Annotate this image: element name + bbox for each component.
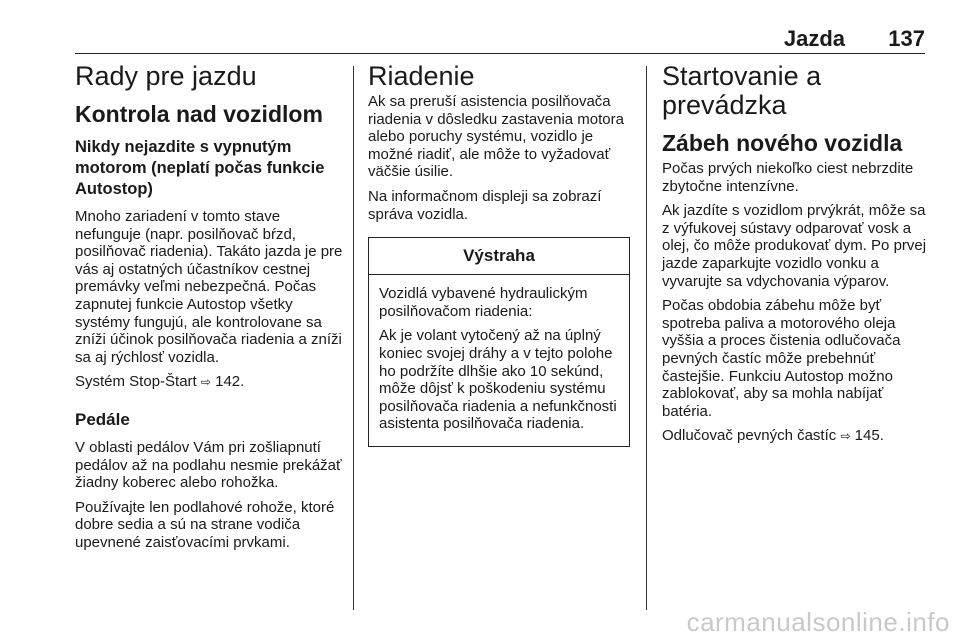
warning-paragraph: Ak je volant vytočený až na úplný koniec svojej dráhy a v tejto polohe ho podržíte dlhšie ako 10 sekúnd, môže dôjsť k poškodeniu systému posilňovača riadenia a nefunkčnosti asistenta posilňovača riadenia. [379, 327, 617, 433]
cross-reference [75, 373, 345, 392]
warning-paragraph: Vozidlá vybavené hydraulickým posilňovačom riadenia: [379, 285, 588, 320]
column-divider-1 [353, 66, 354, 610]
column-3 [662, 62, 930, 453]
page-number: 137 [888, 26, 925, 51]
paragraph: Ak sa preruší asistencia posilňovača riadenia v dôsledku zastavenia motora alebo poruchy systému, vozidlo je možné riadiť, ale môže to vyžadovať väčšie úsilie. [368, 93, 624, 181]
reference-page: 142. [215, 373, 245, 391]
watermark: carmanualsonline.info [686, 607, 950, 637]
paragraph: Ak jazdíte s vozidlom prvýkrát, môže sa z výfukovej sústavy odparovať vosk a olej, čo môže produkovať dym. Po prvej jazde zaparkujte vozidlo vonku a vyvarujte sa vdychovania výparov. [662, 202, 927, 290]
paragraph: V oblasti pedálov Vám pri zošliapnutí pedálov až na podlahu nesmie prekážať žiadny koberec alebo rohožka. [75, 438, 342, 492]
paragraph: Počas prvých niekoľko ciest nebrzdite zbytočne intenzívne. [662, 160, 914, 195]
chapter-title: Rady pre jazdu [75, 61, 257, 91]
paragraph: Používajte len podlahové rohože, ktoré dobre sedia a sú na strane vodiča upevnené zaisťovacími prvkami. [75, 498, 335, 551]
section-heading: Kontrola nad vozidlom [75, 101, 323, 127]
section-heading: Riadenie [368, 61, 475, 91]
column-2 [368, 62, 632, 447]
page-header [75, 0, 925, 54]
subsection-heading: Pedále [75, 409, 130, 429]
paragraph: Na informačnom displeji sa zobrazí správa vozidla. [368, 187, 602, 223]
column-divider-2 [646, 66, 647, 610]
reference-page: 145. [854, 427, 884, 445]
warning-box [368, 237, 630, 447]
cross-reference [662, 427, 930, 446]
section-title: Jazda [783, 26, 845, 51]
arrow-right-icon: ⇨ [840, 429, 851, 444]
chapter-title: Startovanie a prevádzka [662, 61, 822, 120]
warning-heading: Nikdy nejazdite s vypnutým motorom (neplatí počas funkcie Autostop) [75, 138, 325, 198]
section-heading: Zábeh nového vozidla [662, 130, 903, 156]
arrow-right-icon: ⇨ [200, 375, 211, 390]
warning-title: Výstraha [369, 238, 629, 275]
reference-text: Systém Stop-Štart [75, 373, 197, 391]
header-rule [75, 53, 925, 54]
column-1 [75, 62, 345, 559]
paragraph: Počas obdobia zábehu môže byť spotreba paliva a motorového oleja vyššia a proces čistenia odlučovača pevných častíc môže prebehnúť častejšie. Funkciu Autostop možno zablokovať, aby sa mohla nabíjať batéria. [662, 297, 901, 420]
reference-text: Odlučovač pevných častíc [662, 427, 837, 445]
paragraph: Mnoho zariadení v tomto stave nefunguje (napr. posilňovač bŕzd, posilňovač riadenia). Takáto jazda je pre vás aj ostatných účastníkov cestnej premávky veľmi nebezpečná. Počas zapnutej funkcie Autostop všetky systémy fungujú, ale kontrolovane sa zníži účinok posilňovača riadenia a zníži sa aj rýchlosť vozidla. [75, 208, 343, 366]
